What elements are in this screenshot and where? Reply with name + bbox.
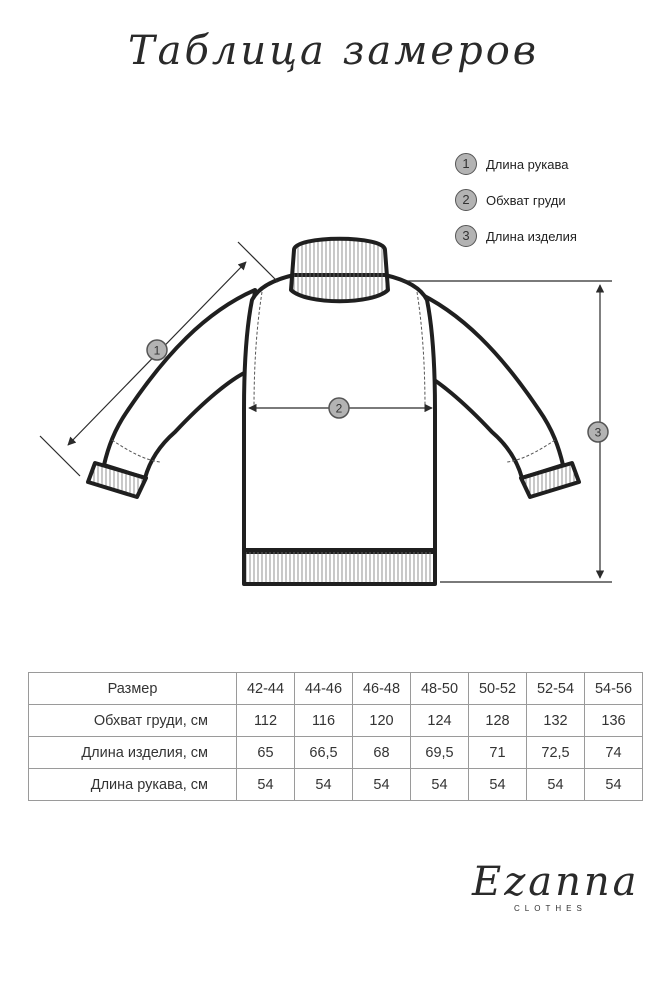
legend-label: Длина изделия <box>486 228 577 244</box>
legend-item <box>455 182 577 218</box>
table-cell: 120 <box>353 705 411 737</box>
row-label: Длина рукава, см <box>29 769 237 801</box>
marker-1-label: 1 <box>153 343 161 358</box>
brand-logo <box>472 859 640 913</box>
table-row <box>29 673 643 705</box>
table-cell: 48-50 <box>411 673 469 705</box>
legend-number: 1 <box>455 153 477 175</box>
table-cell: 54 <box>237 769 295 801</box>
table-cell: 71 <box>469 737 527 769</box>
table-cell: 72,5 <box>527 737 585 769</box>
table-cell: 54 <box>411 769 469 801</box>
size-table <box>28 672 643 801</box>
table-row <box>29 705 643 737</box>
table-row <box>29 769 643 801</box>
page-title: Таблица замеров <box>127 28 540 74</box>
table-cell: 54 <box>469 769 527 801</box>
table-row <box>29 737 643 769</box>
table-cell: 65 <box>237 737 295 769</box>
table-cell: 52-54 <box>527 673 585 705</box>
legend-number: 3 <box>455 225 477 247</box>
sweater-diagram <box>0 220 667 600</box>
table-cell: 54 <box>353 769 411 801</box>
logo-wordmark: Ezanna <box>472 859 640 905</box>
marker-2 <box>329 398 349 418</box>
table-cell: 136 <box>585 705 643 737</box>
logo-tagline: CLOTHES <box>514 904 587 913</box>
marker-3 <box>588 422 608 442</box>
table-cell: 54 <box>295 769 353 801</box>
table-cell: 132 <box>527 705 585 737</box>
table-cell: 54 <box>585 769 643 801</box>
table-cell: 46-48 <box>353 673 411 705</box>
table-cell: 74 <box>585 737 643 769</box>
table-cell: 124 <box>411 705 469 737</box>
table-cell: 112 <box>237 705 295 737</box>
row-label: Размер <box>29 673 237 705</box>
marker-2-label: 2 <box>335 401 343 416</box>
row-label: Обхват груди, см <box>29 705 237 737</box>
marker-1 <box>147 340 167 360</box>
table-cell: 44-46 <box>295 673 353 705</box>
table-cell: 66,5 <box>295 737 353 769</box>
table-cell: 68 <box>353 737 411 769</box>
table-cell: 69,5 <box>411 737 469 769</box>
legend-label: Обхват груди <box>486 192 566 208</box>
table-cell: 54 <box>527 769 585 801</box>
table-cell: 128 <box>469 705 527 737</box>
row-label: Длина изделия, см <box>29 737 237 769</box>
table-cell: 50-52 <box>469 673 527 705</box>
legend-label: Длина рукава <box>486 156 569 172</box>
table-cell: 54-56 <box>585 673 643 705</box>
table-cell: 116 <box>295 705 353 737</box>
legend-item <box>455 146 577 182</box>
legend-number: 2 <box>455 189 477 211</box>
table-cell: 42-44 <box>237 673 295 705</box>
marker-3-label: 3 <box>594 425 602 440</box>
